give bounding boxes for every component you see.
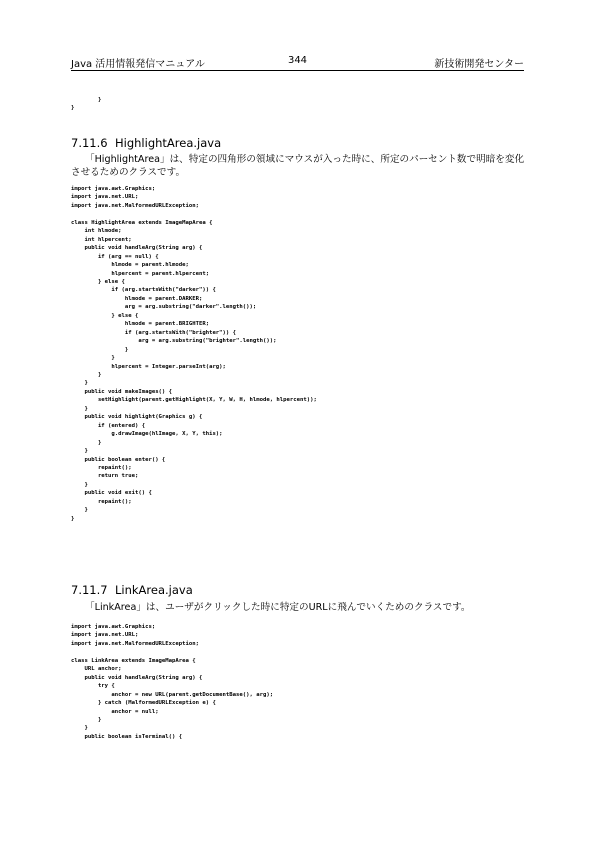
section-heading-highlightarea bbox=[71, 136, 221, 150]
section-number: 7.11.6 bbox=[71, 136, 108, 150]
section-title: LinkArea.java bbox=[115, 583, 193, 597]
code-block-continued: } } bbox=[71, 97, 102, 112]
page-number: 344 bbox=[287, 55, 308, 66]
section-description: 「HighlightArea」は、特定の四角形の領域にマウスが入った時に、所定のパーセント数で明暗を変化させるためのクラスです。 bbox=[71, 154, 525, 178]
header-manual-title: Java 活用情報発信マニュアル bbox=[71, 59, 205, 70]
code-block-highlightarea: import java.awt.Graphics; import java.net.URL; import java.net.MalformedURLException; class HighlightArea extends ImageMapArea { int hlmode; int hlpercent; public void handleArg(String arg) { if (arg == null) { hlmode = parent.hlmode; hlpercent = parent.hlpercent; } else { if (arg.startsWith("darker")) { hlmode = parent.DARKER; arg = arg.substring("darker".length()); } else { hlmode = parent.BRIGHTER; if (arg.startsWith("brighter")) { arg = arg.substring("brighter".length()); } } hlpercent = Integer.parseInt(arg); } } public void makeImages() { setHighlight(parent.getHighlight(X, Y, W, H, hlmode, hlpercent)); } public void highlight(Graphics g) { if (entered) { g.drawImage(hlImage, X, Y, this); } } public boolean enter() { repaint(); return true; } public void exit() { repaint(); } } bbox=[71, 186, 317, 522]
section-description: 「LinkArea」は、ユーザがクリックした時に特定のURLに飛んでいくためのクラスです。 bbox=[85, 602, 471, 613]
header-organization: 新技術開発センター bbox=[434, 59, 524, 70]
section-heading-linkarea bbox=[71, 583, 193, 597]
header-rule bbox=[71, 70, 524, 71]
page-header bbox=[71, 53, 524, 69]
section-title: HighlightArea.java bbox=[115, 136, 222, 150]
section-number: 7.11.7 bbox=[71, 583, 108, 597]
code-block-linkarea: import java.awt.Graphics; import java.net.URL; import java.net.MalformedURLException; class LinkArea extends ImageMapArea { URL anchor; public void handleArg(String arg) { try { anchor = new URL(parent.getDocumentBase(), arg); } catch (MalformedURLException e) { anchor = null; } } public boolean isTerminal() { bbox=[71, 624, 274, 740]
